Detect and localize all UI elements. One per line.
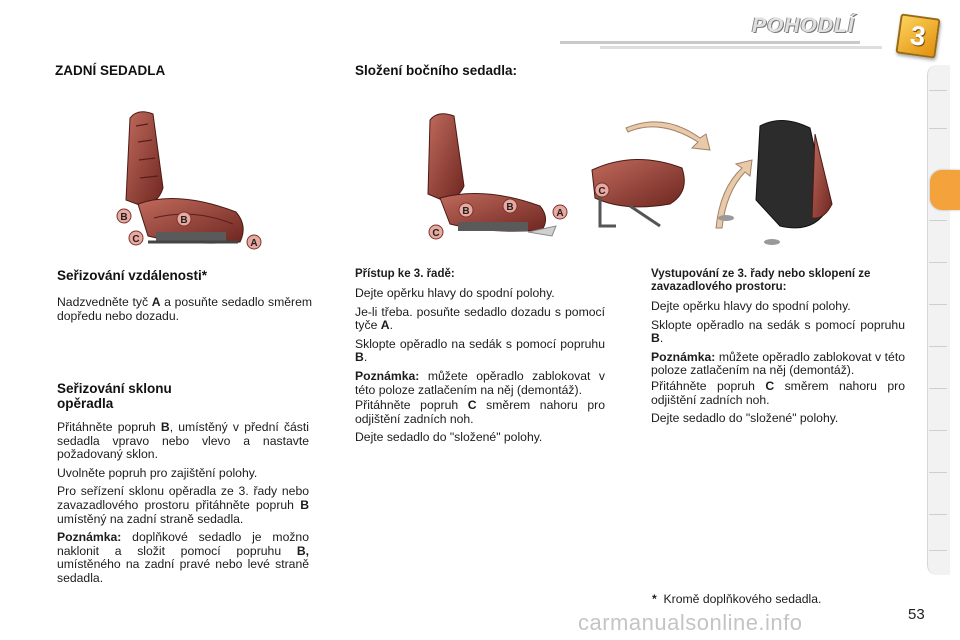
- label-b-text: B: [120, 212, 128, 223]
- note-label: Poznámka:: [651, 349, 716, 364]
- footnote-text: Kromě doplňkového sedadla.: [663, 592, 822, 606]
- chapter-nav-divider: [929, 304, 947, 305]
- footnote: [652, 592, 821, 606]
- text-run: A: [151, 295, 161, 309]
- access-third-row-title: Přístup ke 3. řadě:: [355, 268, 455, 280]
- distance-adjust-section: [57, 268, 312, 328]
- backrest-adjust-text: [57, 421, 309, 586]
- footnote-mark: *: [652, 592, 657, 606]
- chapter-nav-divider: [929, 550, 947, 551]
- section-heading-fold-side-seat: Složení bočního sedadla:: [355, 63, 518, 78]
- text-run: můžete opěradlo zablokovat v této poloze zatlačením na něj (demontáž).: [651, 349, 905, 378]
- paragraph: Dejte opěrku hlavy do spodní polohy.: [651, 299, 851, 313]
- text-run: .: [389, 318, 393, 333]
- distance-adjust-title: Seřizování vzdálenosti*: [57, 268, 208, 283]
- text-run: Přitáhněte popruh: [355, 398, 468, 413]
- chapter-nav-divider: [929, 220, 947, 221]
- text-run: Přitáhněte popruh: [651, 378, 766, 393]
- paragraph: Uvolněte popruh pro zajištění polohy.: [57, 465, 258, 480]
- chapter-number: 3: [908, 20, 928, 52]
- chapter-nav-divider: [929, 430, 947, 431]
- text-run: doplňkové sedadlo je možno naklonit a složit pomocí popruhu: [57, 530, 309, 558]
- text-run: Nadzvedněte tyč: [57, 295, 152, 309]
- text-run: B: [300, 497, 309, 512]
- text-run: umístěného na zadní pravé nebo levé straně sedadla.: [57, 557, 309, 585]
- chapter-badge: [895, 13, 940, 58]
- text-run: A: [380, 318, 390, 333]
- watermark: carmanualsonline.info: [578, 610, 803, 635]
- label-b-text: B: [462, 206, 470, 217]
- label-c-text: C: [432, 228, 440, 239]
- chapter-nav-divider: [929, 514, 947, 515]
- text-run: směrem nahoru pro odjištění zadních noh.: [651, 378, 905, 407]
- label-a-text: A: [556, 208, 564, 219]
- paragraph: Dejte sedadlo do "složené" polohy.: [355, 430, 543, 445]
- chapter-nav-divider: [929, 388, 947, 389]
- text-run: Přitáhněte popruh: [57, 420, 161, 434]
- label-c-text: C: [598, 186, 606, 197]
- chapter-nav-divider: [929, 346, 947, 347]
- text-run: Je-li třeba. posuňte sedadlo dozadu s pomocí tyče: [355, 304, 605, 333]
- paragraph: Dejte sedadlo do "složené" polohy.: [651, 411, 839, 426]
- chapter-nav-rail: [927, 65, 950, 575]
- rear-seat-illustration: [108, 108, 268, 260]
- text-run: .: [363, 350, 368, 365]
- section-heading-rear-seats: ZADNÍ SEDADLA: [55, 63, 166, 78]
- label-b-text: B: [180, 215, 188, 226]
- text-run: B,: [296, 543, 309, 558]
- page-number: 53: [908, 606, 925, 623]
- label-c-text: C: [132, 234, 140, 245]
- note-label: Poznámka:: [355, 368, 420, 383]
- text-run: umístěný na zadní straně sedadla.: [57, 511, 244, 526]
- text-run: .: [659, 331, 664, 346]
- page-header-title: POHODLÍ: [752, 14, 855, 37]
- text-run: , umístěný v přední části sedadla vpravo nebo vlevo a nastavte požadovaný sklon.: [57, 420, 309, 462]
- header-rule-lower: [600, 46, 882, 49]
- chapter-nav-divider: [929, 128, 947, 129]
- exit-third-row-title: Vystupování ze 3. řady nebo sklopení ze zavazadlového prostoru:: [651, 268, 871, 293]
- seat-folding-sequence-illustration: [420, 108, 840, 253]
- chapter-nav-tab-active[interactable]: [930, 170, 960, 210]
- note-label: Poznámka:: [57, 530, 122, 545]
- text-run: B: [651, 331, 660, 346]
- text-run: B: [160, 420, 170, 434]
- paragraph: Dejte opěrku hlavy do spodní polohy.: [355, 286, 555, 300]
- distance-adjust-text: [57, 296, 312, 323]
- backrest-adjust-title: Seřizování sklonu opěradla: [57, 381, 172, 411]
- text-run: C: [765, 378, 775, 393]
- chapter-nav-divider: [929, 262, 947, 263]
- chapter-nav-divider: [929, 90, 947, 91]
- text-run: C: [467, 398, 477, 413]
- text-run: Sklopte opěradlo na sedák s pomocí popruhu: [355, 336, 605, 351]
- exit-third-row-section: [651, 268, 905, 431]
- label-b-text: B: [506, 202, 514, 213]
- chapter-nav-divider: [929, 472, 947, 473]
- text-run: a posuňte sedadlo směrem dopředu nebo dozadu.: [57, 295, 313, 323]
- backrest-adjust-section: [57, 381, 309, 591]
- text-run: Sklopte opěradlo na sedák s pomocí popruhu: [651, 317, 905, 332]
- text-run: Pro seřízení sklonu opěradla ze 3. řady nebo zavazadlového prostoru přitáhněte popruh: [57, 484, 309, 512]
- label-a-text: A: [250, 238, 258, 249]
- text-run: B: [355, 350, 364, 365]
- text-run: můžete opěradlo zablokovat v této poloze zatlačením na něj (demontáž).: [355, 368, 605, 397]
- text-run: směrem nahoru pro odjištění zadních noh.: [355, 398, 605, 426]
- header-rule: [560, 41, 860, 44]
- access-third-row-section: [355, 268, 605, 450]
